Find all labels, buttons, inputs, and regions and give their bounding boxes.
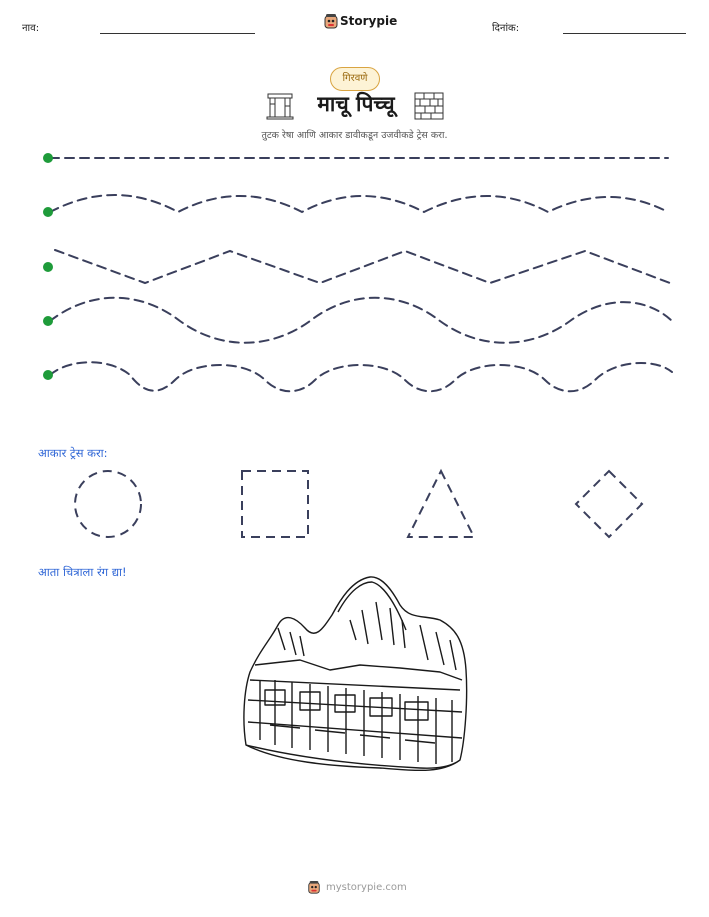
trace-line-wave[interactable] xyxy=(50,298,672,343)
start-dot-3 xyxy=(43,262,53,272)
footer-site-link[interactable]: mystorypie.com xyxy=(326,882,407,893)
trace-shape-circle[interactable] xyxy=(75,471,141,537)
start-dot-5 xyxy=(43,370,53,380)
machu-picchu-coloring-illustration[interactable] xyxy=(244,577,467,770)
coloring-heading: आता चित्राला रंग द्या! xyxy=(38,565,127,579)
trace-shape-square[interactable] xyxy=(242,471,308,537)
start-dot-2 xyxy=(43,207,53,217)
trace-line-zigzag[interactable] xyxy=(55,250,670,283)
shapes-heading: आकार ट्रेस करा: xyxy=(38,446,108,460)
category-badge: गिरवणे xyxy=(330,67,380,91)
brand-name: Storypie xyxy=(340,14,398,28)
start-dot-1 xyxy=(43,153,53,163)
trace-shape-diamond[interactable] xyxy=(576,471,642,537)
date-label: दिनांक: xyxy=(492,23,520,34)
trace-line-curve[interactable] xyxy=(50,195,668,212)
instruction-text: तुटक रेषा आणि आकार डावीकडून उजवीकडे ट्रेस करा. xyxy=(261,130,448,141)
trace-shape-triangle[interactable] xyxy=(408,471,474,537)
start-dot-4 xyxy=(43,316,53,326)
worksheet-title: माचू पिच्चू xyxy=(317,92,395,116)
trace-line-loop-wave[interactable] xyxy=(50,362,672,391)
name-label: नाव: xyxy=(22,23,40,34)
footer-mascot-icon xyxy=(307,880,321,895)
